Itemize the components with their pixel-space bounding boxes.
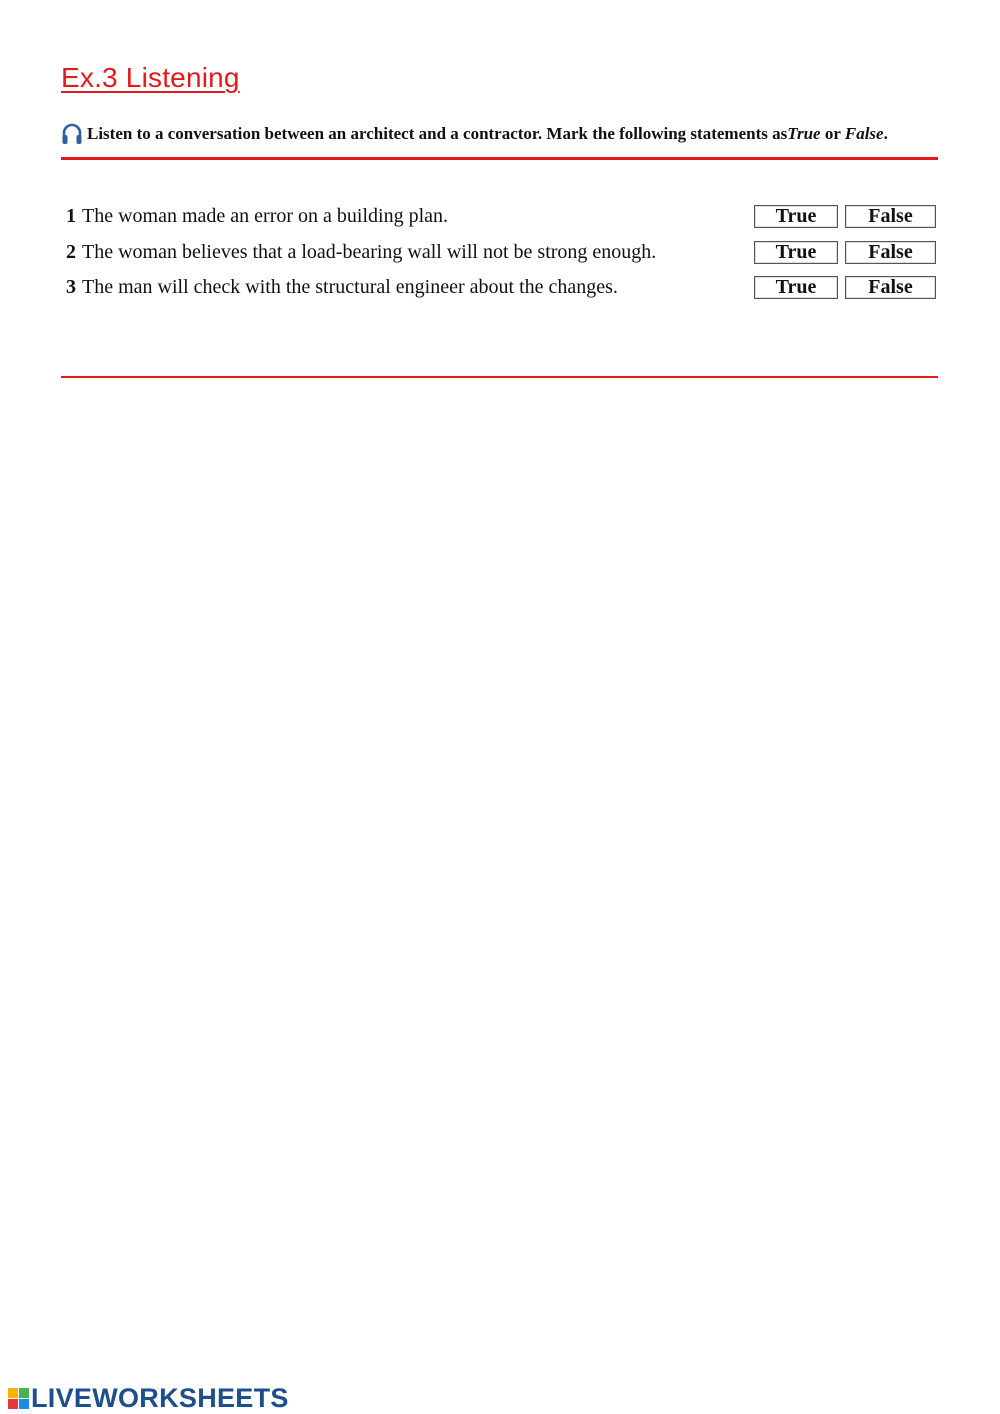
item-number: 2 (66, 240, 76, 263)
instruction-line (61, 122, 941, 146)
top-divider (61, 157, 938, 160)
true-button[interactable]: True (754, 276, 838, 299)
logo-blocks-icon (8, 1388, 29, 1409)
true-button[interactable]: True (754, 205, 838, 228)
instruction-connector: or (820, 124, 845, 143)
item-text: The woman made an error on a building plan. (82, 205, 448, 228)
false-button[interactable]: False (845, 241, 936, 264)
item-number: 1 (66, 205, 76, 228)
item-text: The man will check with the structural engineer about the changes. (82, 276, 618, 299)
item-number: 3 (66, 276, 76, 299)
statement-list (66, 199, 936, 306)
false-button[interactable]: False (845, 205, 936, 228)
false-button[interactable]: False (845, 276, 936, 299)
instruction-end: . (883, 124, 888, 143)
item-text: The woman believes that a load-bearing wall will not be strong enough. (82, 240, 657, 263)
liveworksheets-logo (8, 1383, 289, 1414)
list-item (66, 199, 936, 235)
list-item (66, 235, 936, 271)
instruction-false-word: False (844, 124, 884, 143)
exercise-title: Ex.3 Listening (61, 62, 240, 93)
bottom-divider (61, 376, 938, 378)
instruction-true-word: True (787, 124, 821, 143)
headphones-icon (61, 122, 83, 146)
instruction-text: Listen to a conversation between an architect and a contractor. Mark the following statements as (87, 124, 788, 143)
logo-text: LIVEWORKSHEETS (31, 1383, 289, 1413)
list-item (66, 270, 936, 306)
true-button[interactable]: True (754, 241, 838, 264)
